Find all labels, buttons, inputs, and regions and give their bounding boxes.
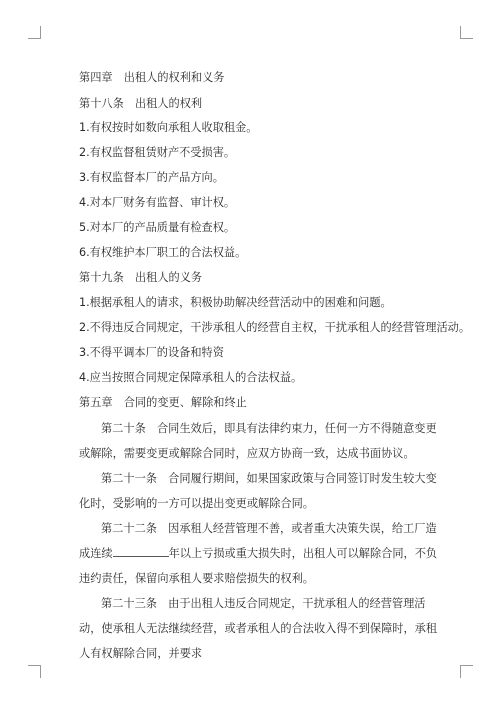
- article-18-item: 2.有权监督租赁财产不受损害。: [79, 146, 236, 159]
- article-19-item: 1.根据承租人的请求，积极协助解决经营活动中的困难和问题。: [79, 296, 392, 309]
- crop-mark-bottom-right: [460, 665, 473, 678]
- crop-mark-top-left: [28, 26, 41, 39]
- chapter-5-heading: 第五章 合同的变更、解除和终止: [79, 396, 247, 409]
- article-19-item: 2.不得违反合同规定，干涉承租人的经营自主权，干扰承租人的经营管理活动。: [79, 321, 471, 334]
- fill-in-blank[interactable]: [113, 546, 153, 557]
- crop-mark-top-right: [460, 26, 473, 39]
- article-19-item: 4.应当按照合同规定保障承租人的合法权益。: [79, 371, 303, 384]
- article-18-item: 5.对本厂的产品质量有检查权。: [79, 221, 236, 234]
- fill-in-blank[interactable]: [153, 546, 169, 557]
- article-19-item: 3.不得平调本厂的设备和特资: [79, 346, 224, 359]
- article-18-item: 4.对本厂财务有监督、审计权。: [79, 196, 236, 209]
- article-22-text-start: 第二十二条 因承租人经营管理不善，或者重大决策失误，给工厂造成连续: [79, 522, 437, 560]
- article-21-paragraph: 第二十一条 合同履行期间，如果国家政策与合同签订时发生较大变化时，受影响的一方可以提出变更或解除合同。: [79, 472, 437, 510]
- article-18-item: 1.有权按时如数向承租人收取租金。: [79, 121, 258, 134]
- article-18-item: 6.有权维护本厂职工的合法权益。: [79, 246, 247, 259]
- chapter-4-heading: 第四章 出租人的权利和义务: [79, 71, 225, 84]
- article-18-item: 3.有权监督本厂的产品方向。: [79, 171, 224, 184]
- article-19-heading: 第十九条 出租人的义务: [79, 271, 203, 284]
- crop-mark-bottom-left: [28, 665, 41, 678]
- article-22-paragraph: [79, 516, 441, 591]
- article-22-text-end: 年以上亏损或重大损失时，出租人可以解除合同，不负违约责任，保留向承租人要求赔偿损失的权利。: [79, 547, 438, 585]
- article-23-paragraph: 第二十三条 由于出租人违反合同规定，干扰承租人的经营管理活动，使承租人无法继续经营，或者承租人的合法收入得不到保障时，承租人有权解除合同，并要求: [79, 597, 438, 660]
- article-20-paragraph: 第二十条 合同生效后，即具有法律约束力，任何一方不得随意变更或解除，需要变更或解除合同时，应双方协商一致，达成书面协议。: [79, 422, 437, 460]
- article-18-heading: 第十八条 出租人的权利: [79, 97, 203, 110]
